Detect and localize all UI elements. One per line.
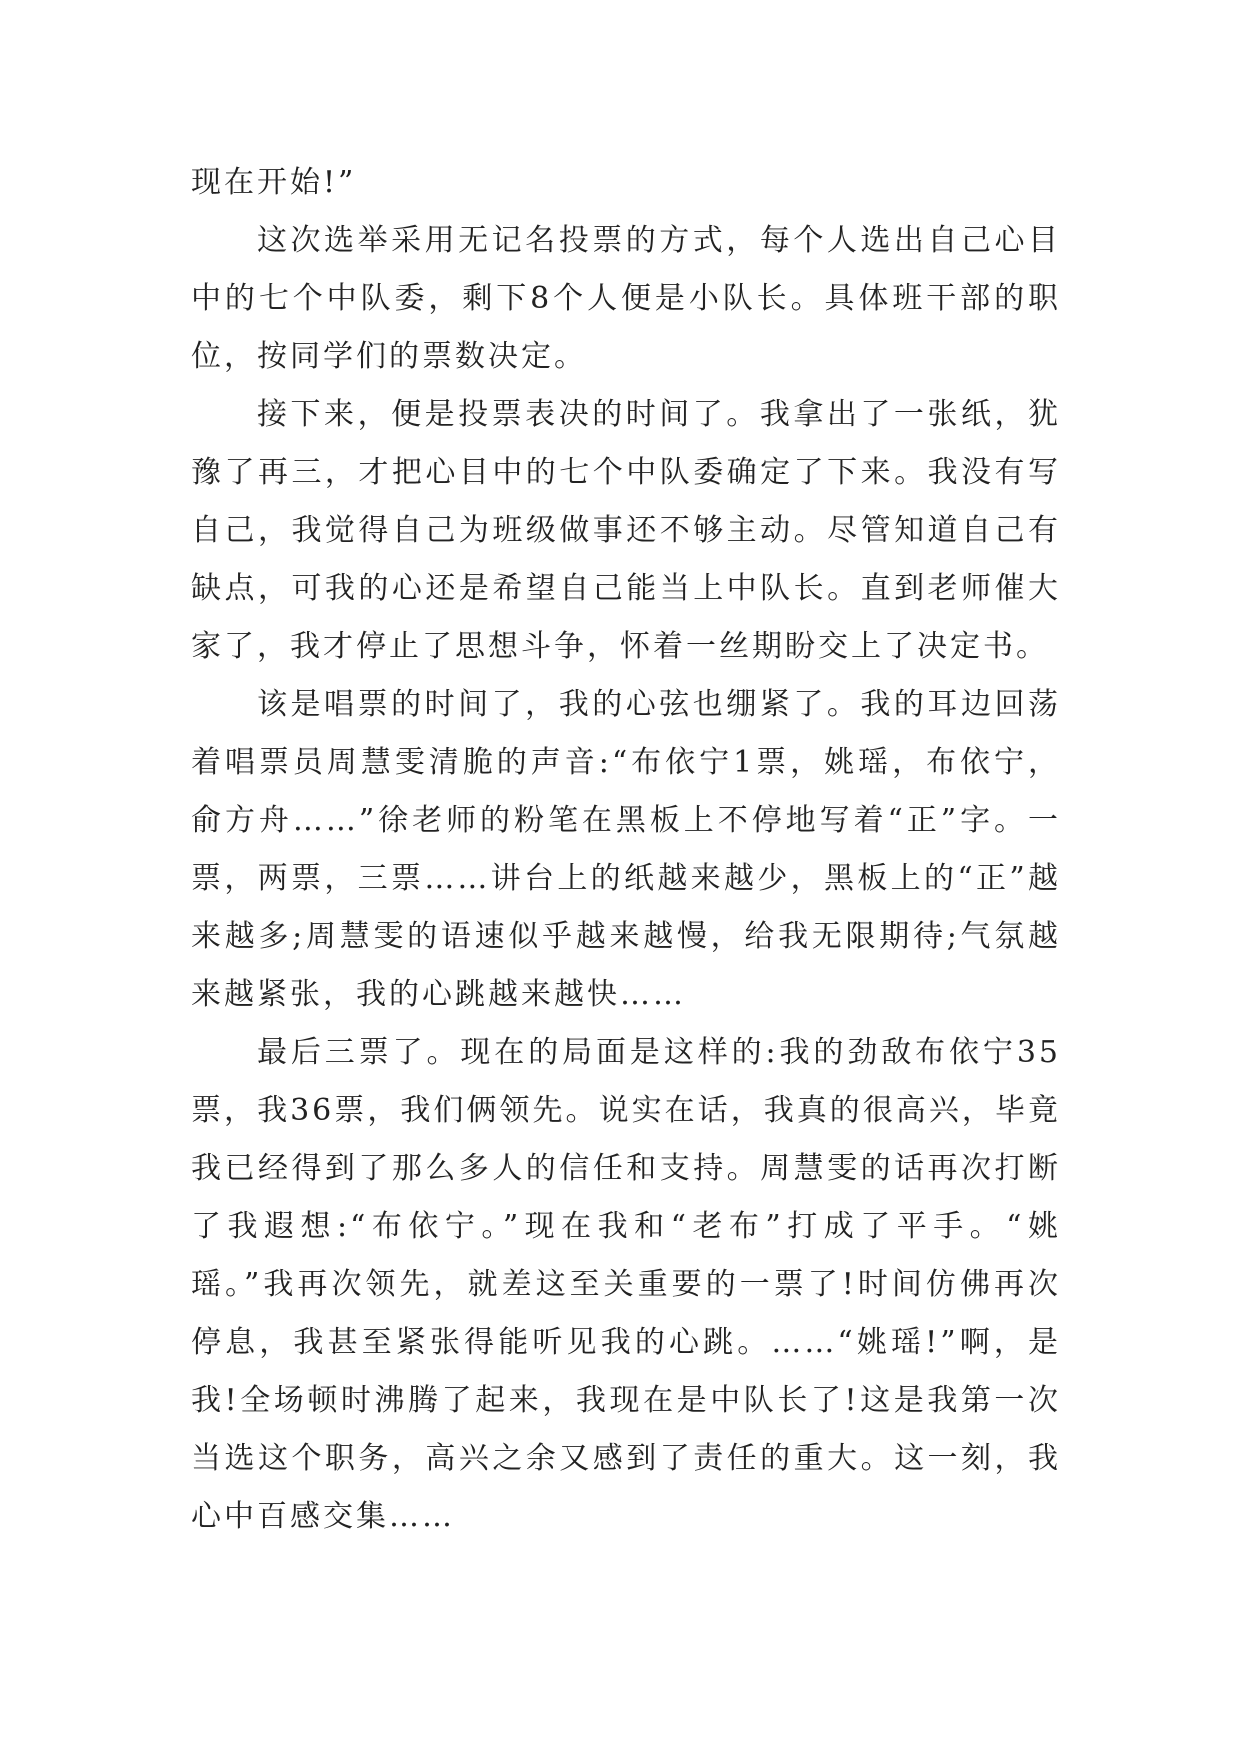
paragraph-5: 最后三票了。现在的局面是这样的:我的劲敌布依宁35票，我36票，我们俩领先。说实在话，我真的很高兴，毕竟我已经得到了那么多人的信任和支持。周慧雯的话再次打断了我遐想:“布依宁。”现在我和“老布”打成了平手。“姚瑶。”我再次领先，就差这至关重要的一票了!时间仿佛再次停息，我甚至紧张得能听见我的心跳。……“姚瑶!”啊，是我!全场顿时沸腾了起来，我现在是中队长了!这是我第一次当选这个职务，高兴之余又感到了责任的重大。这一刻，我心中百感交集……: [191, 1035, 1061, 1534]
paragraph-4: 该是唱票的时间了，我的心弦也绷紧了。我的耳边回荡着唱票员周慧雯清脆的声音:“布依宁1票，姚瑶，布依宁，俞方舟……”徐老师的粉笔在黑板上不停地写着“正”字。一票，两票，三票……讲台上的纸越来越少，黑板上的“正”越来越多;周慧雯的语速似乎越来越慢，给我无限期待;气氛越来越紧张，我的心跳越来越快……: [191, 687, 1061, 1012]
paragraph-2: 这次选举采用无记名投票的方式，每个人选出自己心目中的七个中队委，剩下8个人便是小队长。具体班干部的职位，按同学们的票数决定。: [191, 223, 1061, 374]
paragraph-3: 接下来，便是投票表决的时间了。我拿出了一张纸，犹豫了再三，才把心目中的七个中队委确定了下来。我没有写自己，我觉得自己为班级做事还不够主动。尽管知道自己有缺点，可我的心还是希望自己能当上中队长。直到老师催大家了，我才停止了思想斗争，怀着一丝期盼交上了决定书。: [191, 397, 1061, 664]
document-body: [191, 154, 1061, 1546]
paragraph-1: 现在开始!”: [191, 165, 357, 200]
